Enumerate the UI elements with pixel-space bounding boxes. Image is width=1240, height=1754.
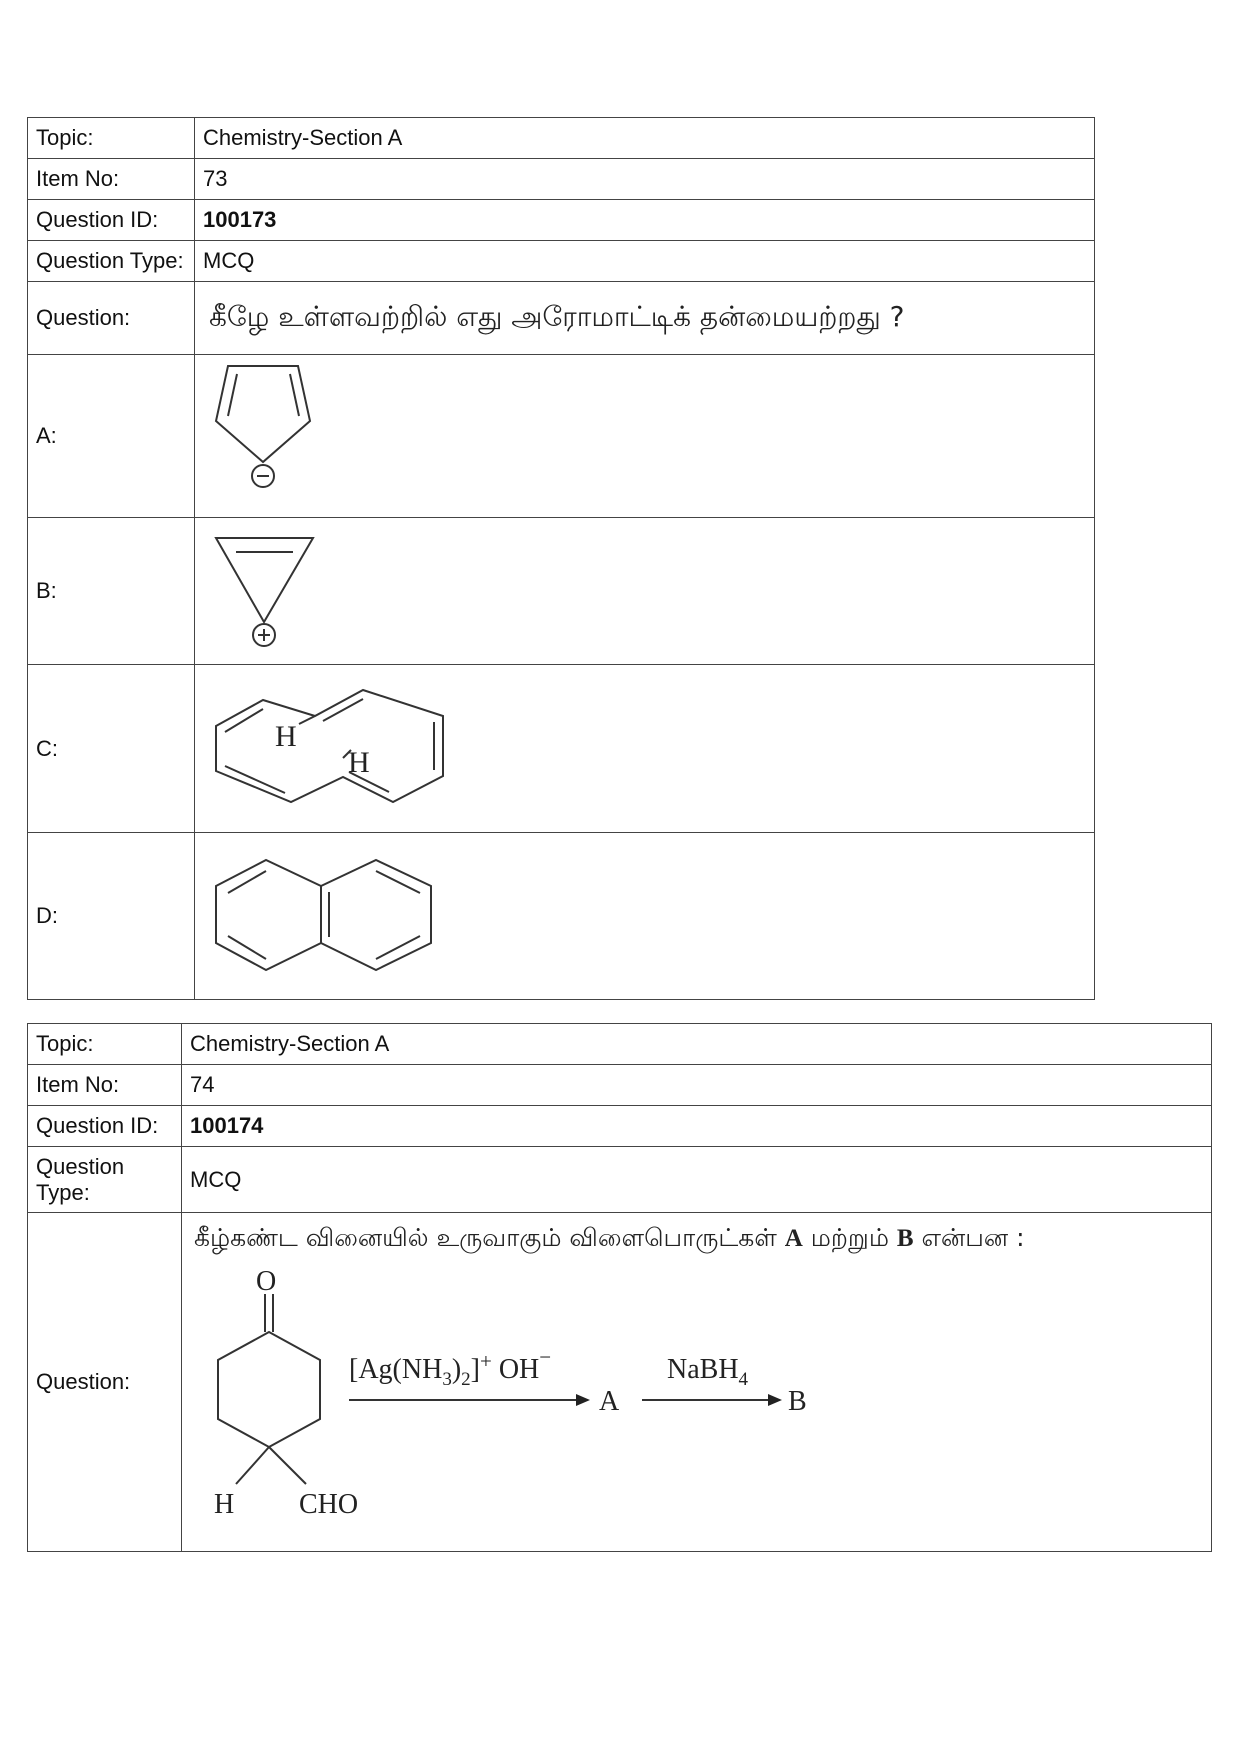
- option-b-label: B:: [28, 518, 195, 665]
- option-a-label: A:: [28, 355, 195, 518]
- product-b-ref: B: [896, 1225, 914, 1252]
- question-id-label: Question ID:: [28, 200, 195, 241]
- reagent-tollens-base: [Ag(NH: [349, 1354, 443, 1385]
- question-text: [194, 1223, 1203, 1256]
- question-text-end: என்பன :: [913, 1223, 1025, 1252]
- oxygen-atom: O: [256, 1266, 277, 1297]
- question-id-value: 100173: [195, 200, 1095, 241]
- topic-label: Topic:: [28, 118, 195, 159]
- reagent-tollens-bracket: ]: [470, 1354, 480, 1385]
- reagent-tollens-sub3: 3: [442, 1369, 452, 1390]
- reagent-nabh4-sub: 4: [738, 1369, 749, 1390]
- option-d-label: D:: [28, 833, 195, 1000]
- naphthalene-structure: [203, 833, 503, 993]
- question-label: Question:: [28, 282, 195, 355]
- reagent-tollens-paren: ): [451, 1354, 462, 1385]
- product-b-label: B: [788, 1386, 807, 1417]
- topic-value: Chemistry-Section A: [182, 1024, 1212, 1065]
- reagent-nabh4-base: NaBH: [667, 1354, 739, 1385]
- topic-value: Chemistry-Section A: [195, 118, 1095, 159]
- question-text-start: கீழ்கண்ட வினையில் உருவாகும் விளைபொருட்கள்: [194, 1223, 785, 1252]
- option-b-cell: [195, 518, 1095, 665]
- product-a-ref: A: [784, 1225, 803, 1252]
- hydrogen-atom-1: H: [275, 719, 297, 753]
- reagent-hydroxide: OH: [491, 1354, 540, 1385]
- question-label: Question:: [28, 1213, 182, 1552]
- topic-label: Topic:: [28, 1024, 182, 1065]
- question-type-label: Question Type:: [28, 1147, 182, 1213]
- question-text-middle: மற்றும்: [802, 1223, 897, 1252]
- reagent-tollens-sub2: 2: [461, 1369, 471, 1390]
- reagent-nabh4: [667, 1354, 749, 1390]
- hydrogen-atom: H: [214, 1489, 235, 1520]
- question-type-label: Question Type:: [28, 241, 195, 282]
- item-value: 73: [195, 159, 1095, 200]
- product-a-label: A: [599, 1386, 620, 1417]
- reagent-tollens: [349, 1345, 551, 1390]
- hydrogen-atom-2: H: [348, 745, 370, 779]
- option-a-cell: [195, 355, 1095, 518]
- reaction-scheme: [194, 1256, 994, 1536]
- question-id-value: 100174: [182, 1106, 1212, 1147]
- aldehyde-group: CHO: [299, 1489, 359, 1520]
- question-cell: [182, 1213, 1212, 1552]
- question-table-73: [27, 117, 1095, 1000]
- reagent-hydroxide-charge: −: [539, 1345, 552, 1369]
- question-type-value: MCQ: [182, 1147, 1212, 1213]
- item-label: Item No:: [28, 1065, 182, 1106]
- option-c-label: C:: [28, 665, 195, 833]
- question-id-label: Question ID:: [28, 1106, 182, 1147]
- item-value: 74: [182, 1065, 1212, 1106]
- option-d-cell: [195, 833, 1095, 1000]
- question-text: கீழே உள்ளவற்றில் எது அரோமாட்டிக் தன்மையற்றது ?: [195, 282, 1095, 355]
- reagent-tollens-charge: +: [479, 1349, 492, 1373]
- question-type-value: MCQ: [195, 241, 1095, 282]
- item-label: Item No:: [28, 159, 195, 200]
- cyclopentadienyl-anion-structure: [203, 358, 443, 508]
- cyclopropenyl-cation-structure: [203, 518, 443, 658]
- option-c-cell: [195, 665, 1095, 833]
- question-table-74: [27, 1023, 1212, 1552]
- bridged-annulene-structure: [203, 666, 503, 826]
